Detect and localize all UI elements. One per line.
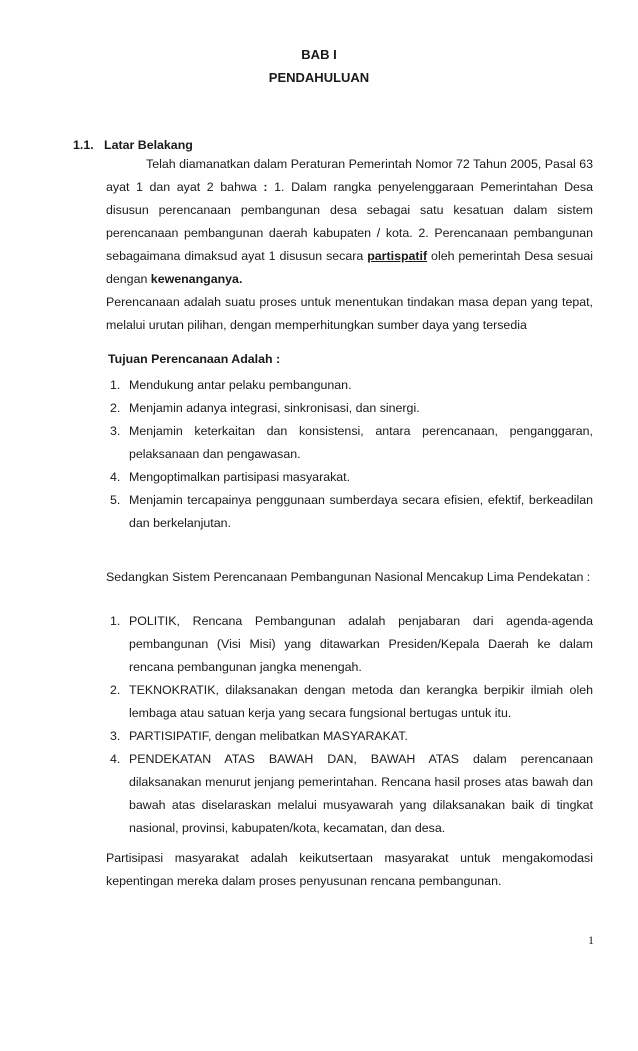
list-text: TEKNOKRATIK, dilaksanakan dengan metoda dan kerangka berpikir ilmiah oleh lembaga atau satuan kerja yang secara fungsional bertugas untuk itu.: [129, 683, 593, 720]
list-number: 2.: [110, 683, 121, 697]
list-number: 3.: [110, 424, 121, 438]
list-text: Menjamin keterkaitan dan konsistensi, antara perencanaan, penganggaran, pelaksanaan dan pengawasan.: [129, 424, 593, 461]
chapter-title: PENDAHULUAN: [268, 70, 370, 85]
list-text: POLITIK, Rencana Pembangunan adalah penjabaran dari agenda-agenda pembangunan (Visi Misi) yang ditawarkan Presiden/Kepala Daerah ke dalam rencana pembangunan jangka menengah.: [129, 614, 593, 674]
intro-paragraph: [106, 153, 593, 291]
intro-text-b: 1. Dalam rangka penyelenggaraan Pemerintahan Desa disusun perencanaan pembangunan desa sebagai satu kesatuan dalam sistem perencanaan pembangunan daerah kabupaten / kota. 2. Perencanaan pembangunan sebagaimana dimaksud ayat 1 disusun secara: [106, 180, 593, 263]
list-text: Menjamin adanya integrasi, sinkronisasi, dan sinergi.: [129, 401, 420, 415]
list-item: [110, 374, 593, 397]
page-number: 1: [588, 933, 594, 947]
list-number: 1.: [110, 378, 121, 392]
list-item: [110, 489, 593, 535]
list-number: 4.: [110, 752, 121, 766]
list-item: [110, 725, 593, 748]
intro-colon: :: [263, 180, 268, 194]
list-number: 3.: [110, 729, 121, 743]
tujuan-title: Tujuan Perencanaan Adalah :: [108, 352, 281, 366]
sistem-list: [110, 610, 593, 840]
list-number: 1.: [110, 614, 121, 628]
list-item: [110, 397, 593, 420]
sistem-intro: Sedangkan Sistem Perencanaan Pembangunan Nasional Mencakup Lima Pendekatan :: [106, 570, 591, 584]
list-text: PENDEKATAN ATAS BAWAH DAN, BAWAH ATAS dalam perencanaan dilaksanakan menurut jenjang pemerintahan. Rencana hasil proses atas bawah dan bawah atas diselaraskan melalui musyawarah yang dilaksanakan baik di tingkat nasional, provinsi, kabupaten/kota, kecamatan, dan desa.: [129, 752, 593, 835]
list-item: [110, 610, 593, 679]
list-text: Mendukung antar pelaku pembangunan.: [129, 378, 352, 392]
tujuan-list: [110, 374, 593, 535]
list-item: [110, 748, 593, 840]
term-partispatif: partispatif: [367, 249, 428, 263]
section-number: 1.1.: [73, 138, 94, 152]
list-text: PARTISIPATIF, dengan melibatkan MASYARAKAT.: [129, 729, 408, 743]
list-item: [110, 420, 593, 466]
term-kewenanganya: kewenanganya.: [150, 272, 243, 286]
list-number: 2.: [110, 401, 121, 415]
list-item: [110, 679, 593, 725]
definition-paragraph: Perencanaan adalah suatu proses untuk menentukan tindakan masa depan yang tepat, melalui urutan pilihan, dengan memperhitungkan sumber daya yang tersedia: [106, 295, 593, 332]
intro-text-c: oleh pemerintah Desa sesuai dengan: [106, 249, 593, 286]
list-item: [110, 466, 593, 489]
chapter-label: BAB I: [301, 47, 337, 62]
list-number: 4.: [110, 470, 121, 484]
list-text: Mengoptimalkan partisipasi masyarakat.: [129, 470, 351, 484]
list-text: Menjamin tercapainya penggunaan sumberdaya secara efisien, efektif, berkeadilan dan berkelanjutan.: [129, 493, 593, 530]
list-number: 5.: [110, 493, 121, 507]
section-title: Latar Belakang: [104, 138, 193, 152]
intro-text-a: Telah diamanatkan dalam Peraturan Pemerintah Nomor 72 Tahun 2005, Pasal 63 ayat 1 dan ayat 2 bahwa: [106, 157, 593, 194]
closing-paragraph: Partisipasi masyarakat adalah keikutsertaan masyarakat untuk mengakomodasi kepentingan mereka dalam proses penyusunan rencana pembangunan.: [106, 851, 593, 888]
